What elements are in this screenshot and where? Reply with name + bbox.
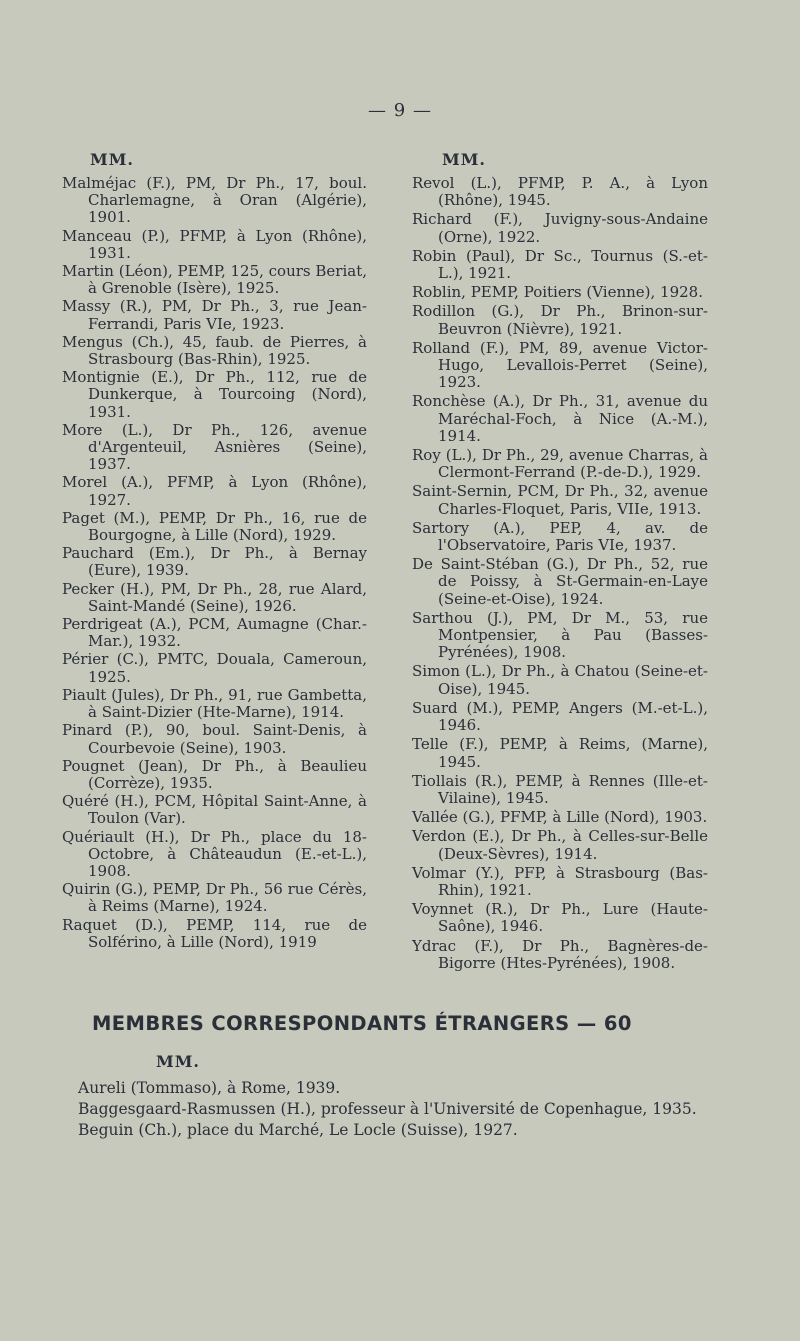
member-entry: Paget (M.), PEMP, Dr Ph., 16, rue de Bourgogne, à Lille (Nord), 1929. (62, 508, 367, 545)
member-entry: Montignie (E.), Dr Ph., 112, rue de Dunkerque, à Tourcoing (Nord), 1931. (62, 368, 367, 421)
member-entry: Quirin (G.), PEMP, Dr Ph., 56 rue Cérès, à Reims (Marne), 1924. (62, 880, 367, 916)
member-entry: Robin (Paul), Dr Sc., Tournus (S.-et-L.), 1921. (412, 246, 708, 283)
member-entry: Piault (Jules), Dr Ph., 91, rue Gambetta, à Saint-Dizier (Hte-Marne), 1914. (62, 685, 367, 722)
member-entry: Mengus (Ch.), 45, faub. de Pierres, à Strasbourg (Bas-Rhin), 1925. (62, 332, 367, 369)
left-column (62, 150, 367, 952)
member-entry: Voynnet (R.), Dr Ph., Lure (Haute-Saône), 1946. (412, 900, 708, 936)
member-entry: Volmar (Y.), PFP, à Strasbourg (Bas-Rhin), 1921. (412, 863, 708, 899)
left-column-heading: MM. (90, 150, 134, 169)
member-entry: Martin (Léon), PEMP, 125, cours Beriat, à Grenoble (Isère), 1925. (62, 262, 367, 298)
member-entry: Suard (M.), PEMP, Angers (M.-et-L.), 1946. (412, 698, 708, 735)
member-entry: Quéré (H.), PCM, Hôpital Saint-Anne, à Toulon (Var). (62, 792, 367, 828)
member-entry: More (L.), Dr Ph., 126, avenue d'Argenteuil, Asnières (Seine), 1937. (62, 420, 367, 474)
member-entry: Rolland (F.), PM, 89, avenue Victor-Hugo, Levallois-Perret (Seine), 1923. (412, 338, 708, 392)
member-entry: Telle (F.), PEMP, à Reims, (Marne), 1945. (412, 735, 708, 771)
member-entry: Malméjac (F.), PM, Dr Ph., 17, boul. Charlemagne, à Oran (Algérie), 1901. (62, 174, 367, 227)
member-entry: Manceau (P.), PFMP, à Lyon (Rhône), 1931. (62, 226, 367, 262)
member-entry: Perdrigeat (A.), PCM, Aumagne (Char.-Mar.), 1932. (62, 615, 367, 651)
member-entry: Massy (R.), PM, Dr Ph., 3, rue Jean-Ferrandi, Paris VIe, 1923. (62, 297, 367, 333)
member-entry: Revol (L.), PFMP, P. A., à Lyon (Rhône), 1945. (412, 174, 708, 210)
member-entry: Vallée (G.), PFMP, à Lille (Nord), 1903. (412, 808, 708, 827)
member-entry: Simon (L.), Dr Ph., à Chatou (Seine-et-Oise), 1945. (412, 662, 708, 698)
member-entry: Rodillon (G.), Dr Ph., Brinon-sur-Beuvron (Nièvre), 1921. (412, 302, 708, 338)
member-entry: Morel (A.), PFMP, à Lyon (Rhône), 1927. (62, 473, 367, 509)
right-column (412, 150, 708, 974)
member-entry: Ronchèse (A.), Dr Ph., 31, avenue du Maréchal-Foch, à Nice (A.-M.), 1914. (412, 392, 708, 445)
foreign-members-list (78, 1052, 708, 1142)
member-entry: De Saint-Stéban (G.), Dr Ph., 52, rue de Poissy, à St-Germain-en-Laye (Seine-et-Oise), 1924. (412, 555, 708, 608)
member-entry: Pinard (P.), 90, boul. Saint-Denis, à Courbevoie (Seine), 1903. (62, 721, 367, 757)
member-entry: Raquet (D.), PEMP, 114, rue de Solférino, à Lille (Nord), 1919 (62, 915, 367, 951)
member-entry: Pauchard (Em.), Dr Ph., à Bernay (Eure), 1939. (62, 544, 367, 580)
foreign-member-entry: Baggesgaard-Rasmussen (H.), professeur à l'Université de Copenhague, 1935. (78, 1100, 697, 1118)
member-entry: Richard (F.), Juvigny-sous-Andaine (Orne), 1922. (412, 210, 708, 246)
member-entry: Verdon (E.), Dr Ph., à Celles-sur-Belle (Deux-Sèvres), 1914. (412, 827, 708, 863)
foreign-heading: MM. (156, 1052, 200, 1071)
member-entry: Pougnet (Jean), Dr Ph., à Beaulieu (Corrèze), 1935. (62, 756, 367, 792)
member-entry: Ydrac (F.), Dr Ph., Bagnères-de-Bigorre (Htes-Pyrénées), 1908. (412, 936, 708, 972)
page-number: — 9 — (368, 100, 432, 121)
member-entry: Saint-Sernin, PCM, Dr Ph., 32, avenue Charles-Floquet, Paris, VIIe, 1913. (412, 482, 708, 518)
section-title: MEMBRES CORRESPONDANTS ÉTRANGERS — 60 (92, 1012, 632, 1035)
member-entry: Quériault (H.), Dr Ph., place du 18-Octobre, à Châteaudun (E.-et-L.), 1908. (62, 827, 367, 880)
foreign-member-entry: Aureli (Tommaso), à Rome, 1939. (78, 1079, 341, 1097)
member-entry: Périer (C.), PMTC, Douala, Cameroun, 1925. (62, 650, 367, 686)
member-entry: Roblin, PEMP, Poitiers (Vienne), 1928. (412, 283, 703, 302)
right-column-heading: MM. (442, 150, 486, 169)
member-entry: Pecker (H.), PM, Dr Ph., 28, rue Alard, Saint-Mandé (Seine), 1926. (62, 579, 367, 615)
foreign-member-entry: Beguin (Ch.), place du Marché, Le Locle (Suisse), 1927. (78, 1121, 518, 1139)
member-entry: Sartory (A.), PEP, 4, av. de l'Observatoire, Paris VIe, 1937. (412, 518, 708, 555)
member-entry: Sarthou (J.), PM, Dr M., 53, rue Montpensier, à Pau (Basses-Pyrénées), 1908. (412, 608, 708, 662)
member-entry: Tiollais (R.), PEMP, à Rennes (Ille-et-Vilaine), 1945. (412, 771, 708, 807)
member-entry: Roy (L.), Dr Ph., 29, avenue Charras, à Clermont-Ferrand (P.-de-D.), 1929. (412, 446, 708, 482)
